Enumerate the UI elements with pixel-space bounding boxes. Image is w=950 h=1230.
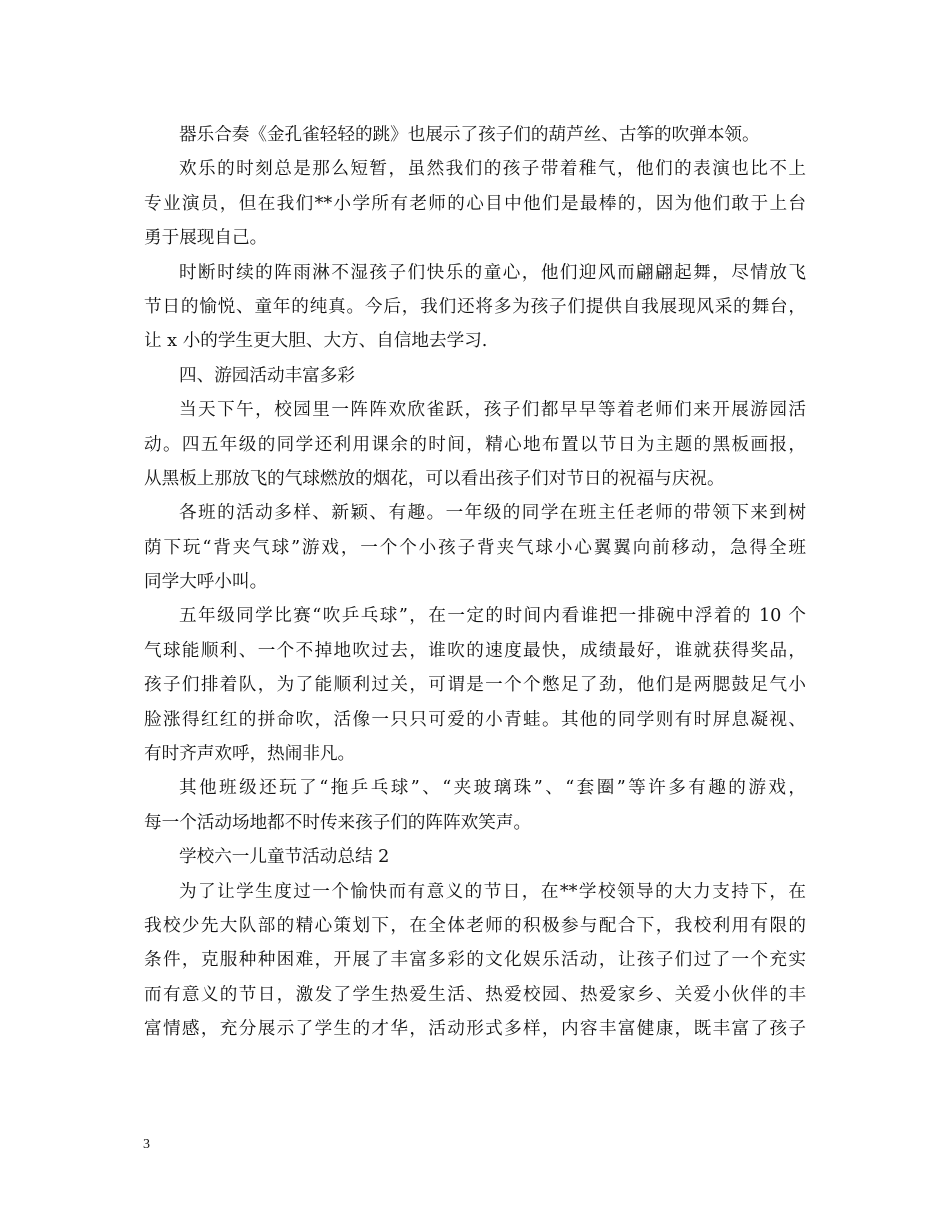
text-line: 荫下玩“背夹气球”游戏，一个个小孩子背夹气球小心翼翼向前移动，急得全班	[144, 537, 806, 558]
body-text	[144, 118, 806, 1047]
text-line: 节日的愉悦、童年的纯真。今后，我们还将多为孩子们提供自我展现风采的舞台，	[144, 296, 806, 317]
text-line: 富情感，充分展示了学生的才华，活动形式多样，内容丰富健康，既丰富了孩子	[144, 1019, 806, 1040]
text-line: 时断时续的阵雨淋不湿孩子们快乐的童心，他们迎风而翩翩起舞，尽情放飞	[179, 262, 806, 283]
text-line: 勇于展现自己。	[144, 228, 268, 249]
text-line: 而有意义的节日，激发了学生热爱生活、热爱校园、热爱家乡、关爱小伙伴的丰	[144, 984, 806, 1005]
text-line: 为了让学生度过一个愉快而有意义的节日，在**学校领导的大力支持下，在	[179, 881, 806, 902]
text-line: 学校六一儿童节活动总结 2	[179, 847, 390, 868]
text-line: 各班的活动多样、新颖、有趣。一年级的同学在班主任老师的带领下来到树	[179, 503, 806, 524]
text-line: 脸涨得红红的拼命吹，活像一只只可爱的小青蛙。其他的同学则有时屏息凝视、	[144, 709, 806, 730]
text-line: 四、游园活动丰富多彩	[179, 365, 355, 386]
text-line: 器乐合奏《金孔雀轻轻的跳》也展示了孩子们的葫芦丝、古筝的吹弹本领。	[179, 125, 760, 145]
text-line: 五年级同学比赛“吹乒乓球”，在一定的时间内看谁把一排碗中浮着的 10 个	[179, 606, 806, 627]
text-line: 我校少先大队部的精心策划下，在全体老师的积极参与配合下，我校利用有限的	[144, 915, 806, 936]
text-line: 每一个活动场地都不时传来孩子们的阵阵欢笑声。	[144, 812, 532, 833]
text-line: 条件，克服种种困难，开展了丰富多彩的文化娱乐活动，让孩子们过了一个充实	[144, 950, 806, 971]
text-line: 让 x 小的学生更大胆、大方、自信地去学习.	[144, 331, 488, 352]
page-number: 3	[143, 1137, 150, 1152]
text-line: 同学大呼小叫。	[144, 572, 268, 593]
text-line: 专业演员，但在我们**小学所有老师的心目中他们是最棒的，因为他们敢于上台	[144, 193, 806, 214]
text-line: 其他班级还玩了“拖乒乓球”、“夹玻璃珠”、“套圈”等许多有趣的游戏，	[179, 778, 806, 799]
text-line: 孩子们排着队，为了能顺利过关，可谓是一个个憋足了劲，他们是两腮鼓足气小	[144, 675, 806, 696]
text-line: 有时齐声欢呼，热闹非凡。	[144, 744, 356, 765]
text-line: 当天下午，校园里一阵阵欢欣雀跃，孩子们都早早等着老师们来开展游园活	[179, 400, 806, 421]
text-line: 气球能顺利、一个不掉地吹过去，谁吹的速度最快，成绩最好，谁就获得奖品，	[144, 640, 806, 661]
text-line: 欢乐的时刻总是那么短暂，虽然我们的孩子带着稚气，他们的表演也比不上	[179, 159, 806, 180]
text-line: 动。四五年级的同学还利用课余的时间，精心地布置以节日为主题的黑板画报，	[144, 434, 806, 455]
text-line: 从黑板上那放飞的气球燃放的烟花，可以看出孩子们对节日的祝福与庆祝。	[144, 468, 725, 489]
